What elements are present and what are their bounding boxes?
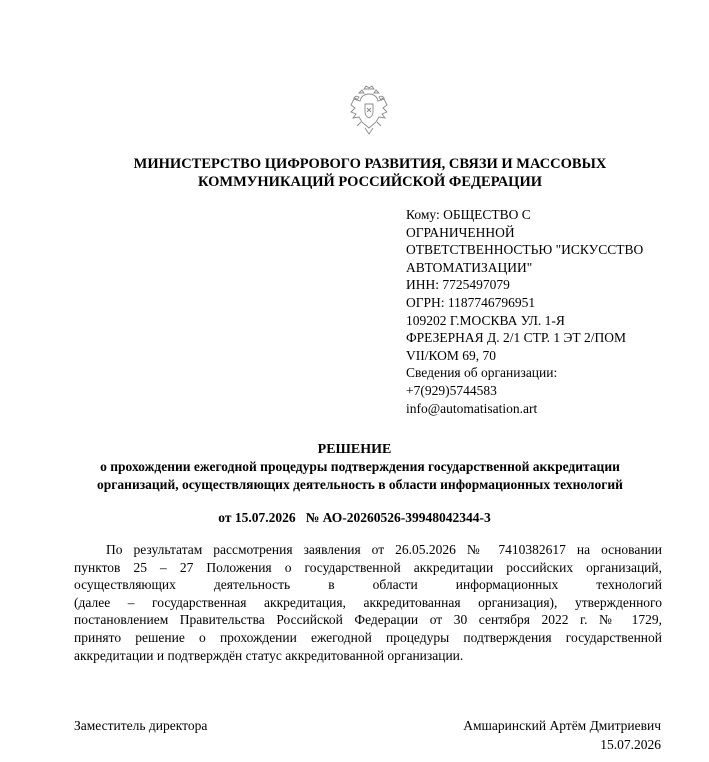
addressee-email: info@automatisation.art (406, 400, 538, 416)
body-line: аккредитации и подтверждён статус аккредитованной организации. (74, 647, 464, 663)
addressee-inn: ИНН: 7725497079 (406, 277, 510, 293)
coat-of-arms-icon (345, 84, 393, 138)
ministry-line-2: КОММУНИКАЦИЙ РОССИЙСКОЙ ФЕДЕРАЦИИ (197, 174, 543, 190)
addressee-address-line: 109202 Г.МОСКВА УЛ. 1-Я (406, 312, 565, 328)
decision-subtitle-line-1: о прохождении ежегодной процедуры подтверждения государственной аккредитации (100, 459, 620, 474)
body-line: постановлением Правительства Российской Федерации от 30 сентября 2022 г. № 1729, (74, 612, 662, 628)
decision-subtitle-line-2: организаций, осуществляющих деятельность в области информационных технологий (97, 477, 623, 492)
body-line: пунктов 25 – 27 Положения о государственной аккредитации российских организаций, (74, 559, 662, 575)
addressee-address-line: VII/КОМ 69, 70 (406, 347, 497, 363)
decision-date-number: от 15.07.2026 № АО-20260526-39948042344-3 (218, 510, 491, 525)
addressee-line: Кому: ОБЩЕСТВО С (406, 207, 531, 222)
decision-subtitle (40, 458, 680, 494)
addressee-address-line: ФРЕЗЕРНАЯ Д. 2/1 СТР. 1 ЭТ 2/ПОМ (406, 330, 627, 346)
signer-name: Амшаринский Артём Дмитриевич (463, 718, 661, 733)
body-line: По результатам рассмотрения заявления от 26.05.2026 № 7410382617 на основании (106, 542, 662, 557)
body-line: осуществляющих деятельность в области информационных технологий (74, 577, 662, 593)
body-line: принято решение о прохождении ежегодной процедуры подтверждения государственной (74, 629, 662, 645)
ministry-header (60, 155, 680, 191)
addressee-block (406, 206, 676, 417)
decision-title: РЕШЕНИЕ (317, 442, 392, 457)
ministry-line-1: МИНИСТЕРСТВО ЦИФРОВОГО РАЗВИТИЯ, СВЯЗИ И МАССОВЫХ (133, 156, 607, 172)
decision-body (74, 541, 662, 664)
addressee-ogrn: ОГРН: 1187746796951 (406, 294, 536, 310)
signer-role: Заместитель директора (74, 718, 208, 733)
addressee-line: ОГРАНИЧЕННОЙ (406, 224, 515, 240)
addressee-line: АВТОМАТИЗАЦИИ" (406, 259, 533, 275)
addressee-line: ОТВЕТСТВЕННОСТЬЮ "ИСКУССТВО (406, 242, 644, 258)
addressee-phone: +7(929)5744583 (406, 382, 497, 398)
body-line: (далее – государственная аккредитация, аккредитованная организация), утвержденного (74, 594, 662, 610)
addressee-info-label: Сведения об организации: (406, 365, 558, 381)
signature-date: 15.07.2026 (600, 737, 661, 752)
